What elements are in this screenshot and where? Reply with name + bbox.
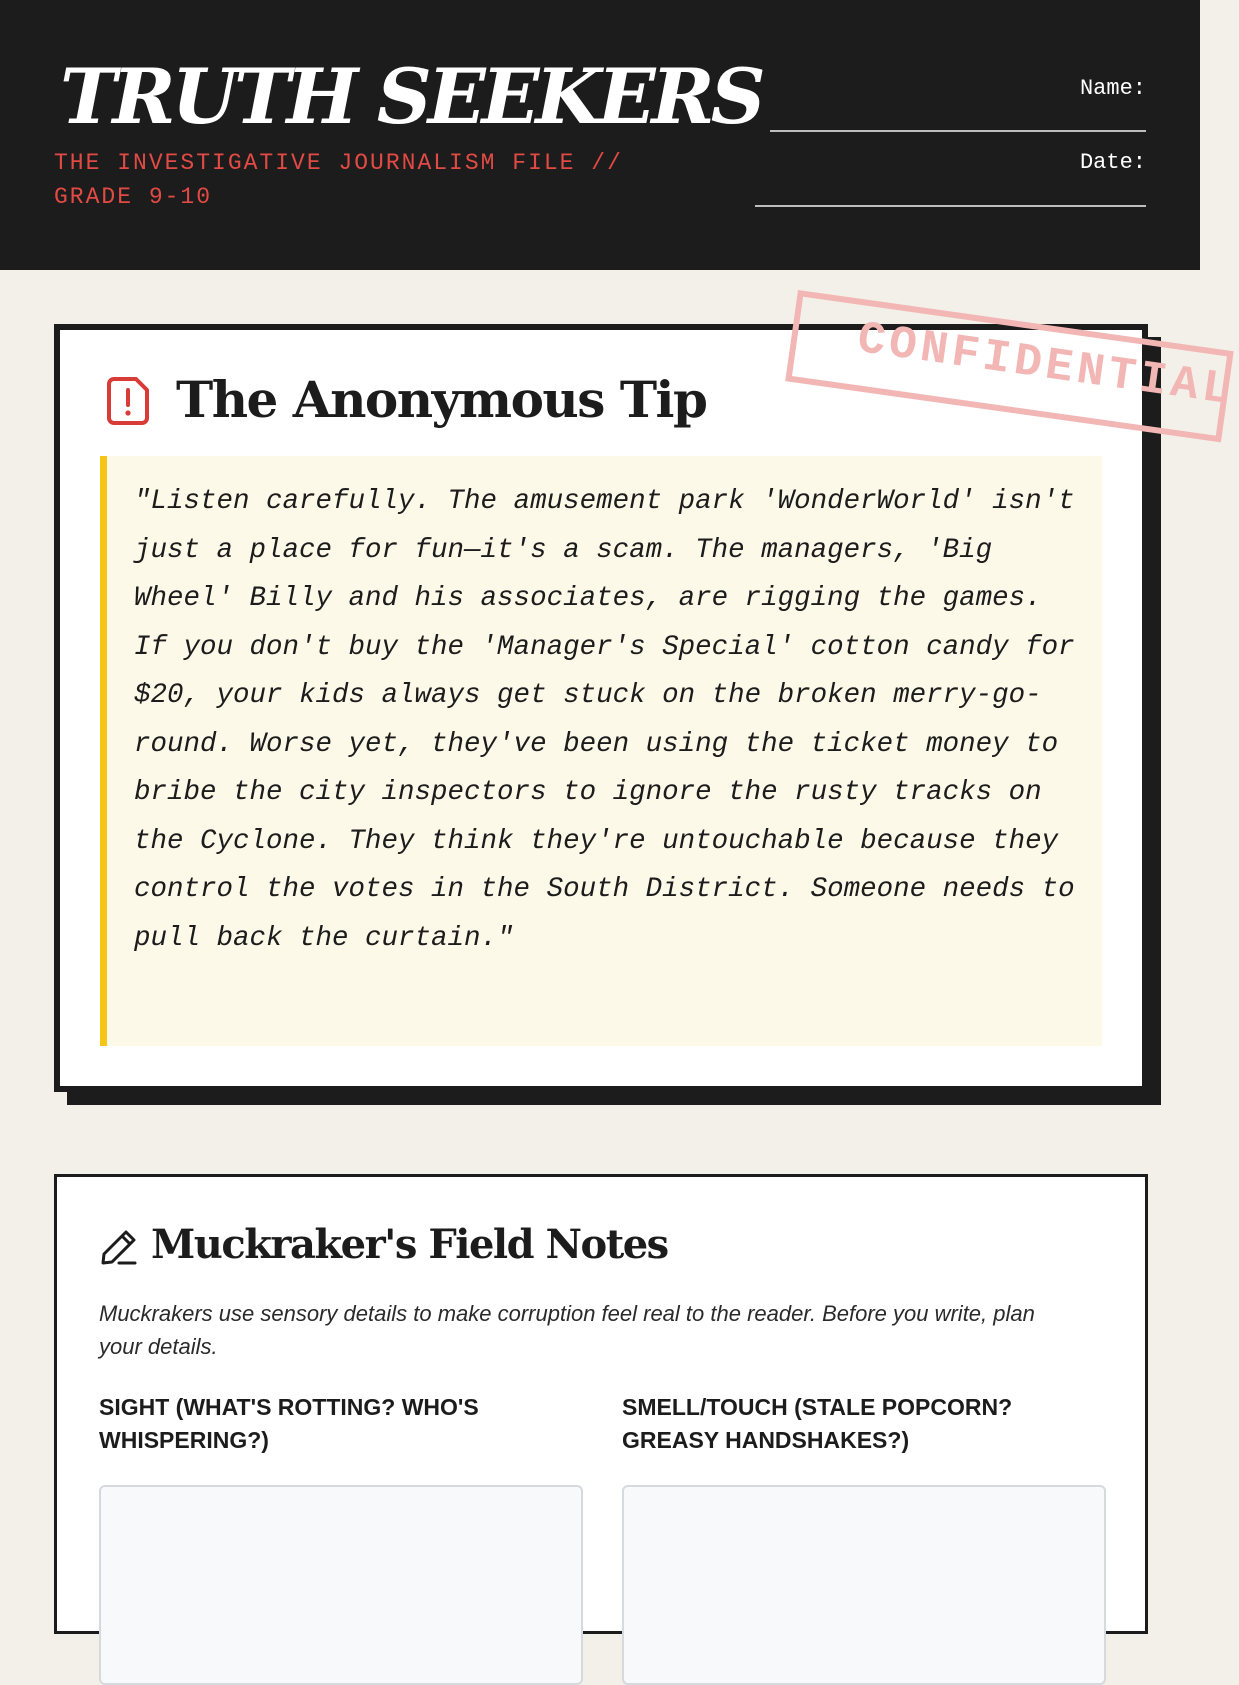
anonymous-tip-card	[54, 313, 1237, 1092]
tip-quote-text: "Listen carefully. The amusement park 'WonderWorld' isn't just a place for fun—it's a scam. The managers, 'Big Wheel' Billy and his associates, are rigging the games. If you don't buy the 'Manager's Special' cotton candy for $20, your kids always get stuck on the broken merry-go-round. Worse yet, they've been using the ticket money to bribe the city inspectors to ignore the rusty tracks on the Cyclone. They think they're untouchable because they control the votes in the South District. Someone needs to pull back the curtain."	[134, 486, 1075, 954]
name-label: Name:	[1079, 76, 1146, 101]
tip-quote-box	[100, 456, 1102, 1046]
sight-prompt-label: SIGHT (WHAT'S ROTTING? WHO'S WHISPERING?)	[99, 1394, 479, 1453]
pencil-icon	[99, 1227, 139, 1267]
stamp-text: CONFIDENTIAL	[854, 313, 1237, 418]
name-field[interactable]	[770, 130, 1146, 132]
date-field[interactable]	[755, 205, 1146, 207]
field-notes-card	[54, 1174, 1148, 1634]
confidential-stamp	[785, 290, 1237, 442]
smell-touch-prompt-label: SMELL/TOUCH (STALE POPCORN? GREASY HANDSHAKES?)	[622, 1394, 1013, 1453]
brand-subtitle: THE INVESTIGATIVE JOURNALISM FILE // GRADE 9-10	[54, 150, 623, 210]
smell-touch-answer-box[interactable]	[622, 1485, 1106, 1685]
page-header	[0, 0, 1200, 270]
alert-document-icon	[106, 376, 150, 426]
field-notes-title: Muckraker's Field Notes	[151, 1221, 668, 1268]
brand-title: TRUTH SEEKERS	[60, 52, 762, 141]
sight-answer-box[interactable]	[99, 1485, 583, 1685]
field-notes-intro: Muckrakers use sensory details to make corruption feel real to the reader. Before you write, plan your details.	[99, 1301, 1035, 1359]
date-label: Date:	[1079, 150, 1146, 175]
tip-title: The Anonymous Tip	[176, 370, 707, 429]
